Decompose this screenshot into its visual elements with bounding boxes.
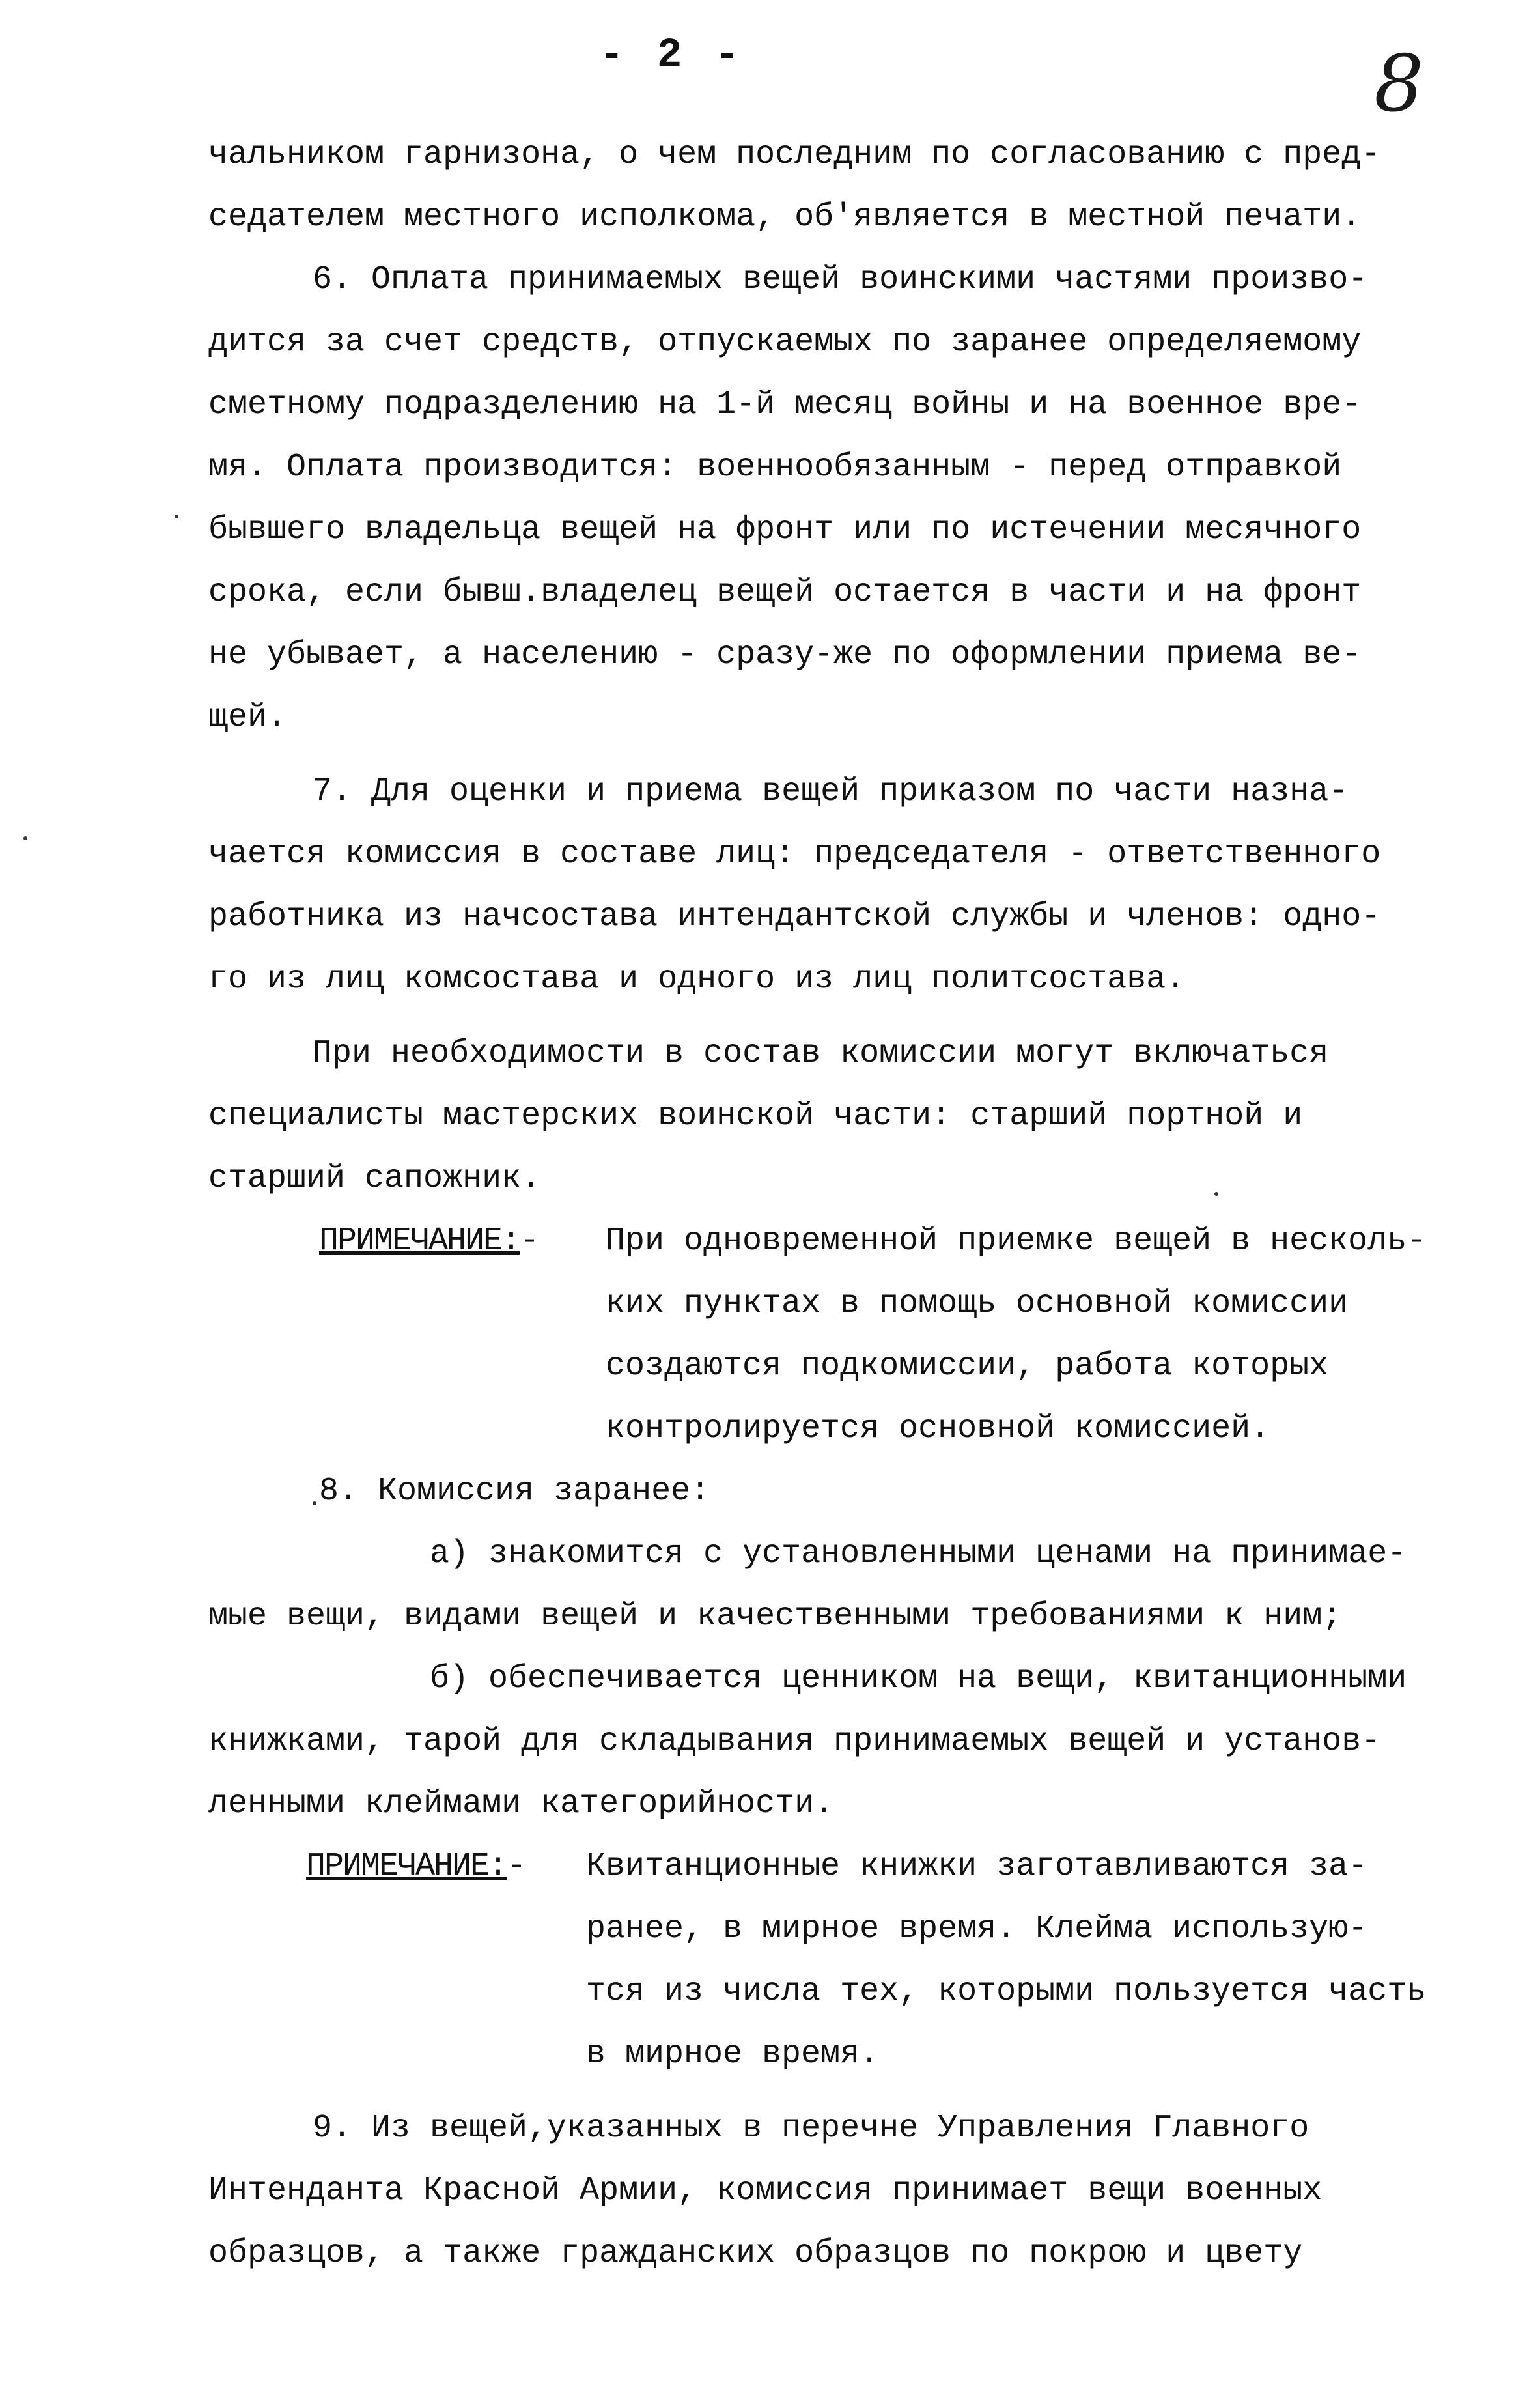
text-line: ранее, в мирное время. Клейма использую- [586, 1910, 1368, 1948]
text-line: ленными клеймами категорийности. [208, 1785, 834, 1823]
text-line: чальником гарнизона, о чем последним по согласованию с пред- [208, 136, 1381, 173]
text-line: чается комиссия в составе лиц: председателя - ответственного [208, 836, 1381, 873]
paragraph-7-extra [208, 1023, 1504, 1210]
text-line: мя. Оплата производится: военнообязанным - перед отправкой [208, 449, 1342, 486]
text-line: старший сапожник. [208, 1160, 541, 1197]
text-line: срока, если бывш.владелец вещей остается в части и на фронт [208, 574, 1362, 611]
note-dash: - [507, 1848, 527, 1885]
text-line: 8. Комиссия заранее: [319, 1473, 710, 1510]
text-line: го из лиц комсостава и одного из лиц политсостава. [208, 961, 1186, 998]
text-line: Интенданта Красной Армии, комиссия принимает вещи военных [208, 2172, 1323, 2209]
text-line: контролируется основной комиссией. [606, 1410, 1270, 1447]
note-label: ПРИМЕЧАНИЕ: [319, 1223, 520, 1260]
text-line: щей. [208, 699, 287, 736]
text-line: а) знакомится с установленными ценами на принимае- [430, 1535, 1407, 1572]
note-label: ПРИМЕЧАНИЕ: [306, 1848, 507, 1885]
handwritten-page-mark: 8 [1374, 39, 1424, 130]
scan-speck [175, 515, 178, 518]
text-line: б) обеспечивается ценником на вещи, квитанционными [430, 1660, 1407, 1697]
text-line: 9. Из вещей,указанных в перечне Управления Главного [313, 2110, 1309, 2147]
note-dash: - [520, 1223, 540, 1260]
text-line: При одновременной приемке вещей в несколь- [606, 1223, 1427, 1260]
text-line: дится за счет средств, отпускаемых по заранее определяемому [208, 324, 1362, 361]
text-line: тся из числа тех, которыми пользуется часть [586, 1973, 1427, 2010]
text-line: специалисты мастерских воинской части: старший портной и [208, 1098, 1303, 1135]
text-line: бывшего владельца вещей на фронт или по истечении месячного [208, 511, 1362, 548]
paragraph-8 [208, 1460, 1504, 1523]
paragraph-9 [208, 2097, 1504, 2285]
text-line: образцов, а также гражданских образцов по покрою и цвету [208, 2235, 1303, 2272]
page-number: - 2 - [599, 33, 744, 79]
text-line: сметному подразделению на 1-й месяц войны и на военное вре- [208, 386, 1362, 423]
text-line: 7. Для оценки и приема вещей приказом по части назна- [313, 773, 1349, 810]
text-line: Квитанционные книжки заготавливаются за- [586, 1848, 1368, 1885]
text-line: При необходимости в состав комиссии могут включаться [313, 1035, 1329, 1072]
document-body [208, 124, 1504, 2285]
text-line: 6. Оплата принимаемых вещей воинскими частями произво- [313, 261, 1368, 298]
text-line: в мирное время. [586, 2035, 880, 2073]
text-line: мые вещи, видами вещей и качественными требованиями к ним; [208, 1598, 1342, 1635]
paragraph-7 [208, 761, 1504, 1011]
paragraph-continuation [208, 124, 1504, 249]
note-2 [208, 1836, 1504, 2086]
paragraph-6 [208, 249, 1504, 749]
note-1 [208, 1210, 1504, 1460]
paragraph-8a [208, 1523, 1504, 1648]
paragraph-8b [208, 1648, 1504, 1836]
scan-speck [23, 836, 27, 840]
text-line: создаются подкомиссии, работа которых [606, 1348, 1329, 1385]
text-line: седателем местного исполкома, об'является в местной печати. [208, 199, 1362, 236]
text-line: не убывает, а населению - сразу-же по оформлении приема ве- [208, 636, 1362, 674]
text-line: ких пунктах в помощь основной комиссии [606, 1285, 1349, 1322]
text-line: работника из начсостава интендантской службы и членов: одно- [208, 898, 1381, 935]
text-line: книжками, тарой для складывания принимаемых вещей и установ- [208, 1723, 1381, 1760]
